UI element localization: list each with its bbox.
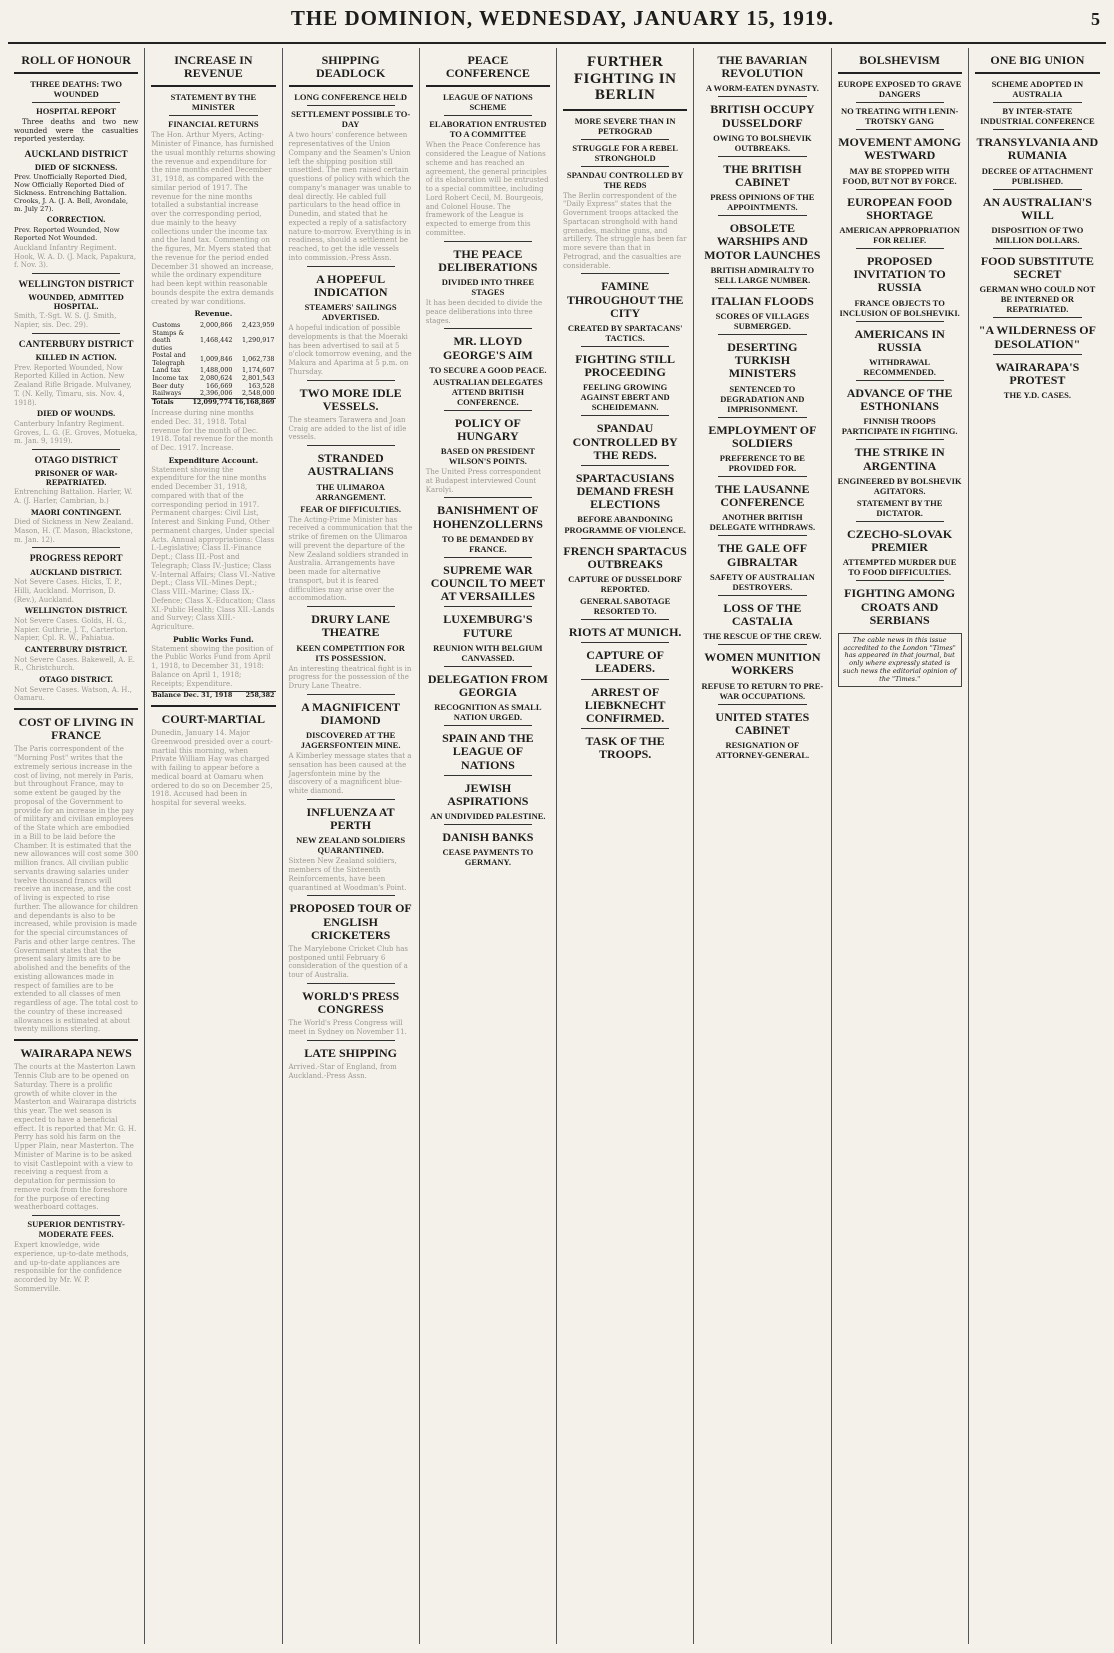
balance-label: Balance Dec. 31, 1918 [151, 692, 241, 700]
revenue-row: Stamps & death duties 1,468,442 1,290,917 [152, 328, 275, 352]
canterbury-district-heading: CANTERBURY DISTRICT [18, 339, 134, 350]
column-5: FURTHER FIGHTING IN BERLIN MORE SEVERE THAN IN PETROGRAD STRUGGLE FOR A REBEL STRONGHOLD SPANDAU CONTROLLED BY THE REDS The Berlin correspondent of the "Daily Express" states that the Government troops attacked the Spartacan stronghold with hand grenades, machine guns, and artillery. The struggle has been far more severe than that in Petrograd, and the casualties are considerable. FAMINE THROUGHOUT THE CITY CREATED BY SPARTACANS' TACTICS. FIGHTING STILL PROCEEDING FEELING GROWING AGAINST EBERT AND SCHEIDEMANN. SPANDAU CONTROLLED BY THE REDS. SPARTACUSIANS DEMAND FRESH ELECTIONS BEFORE ABANDONING PROGRAMME OF VIOLENCE. FRENCH SPARTACUS OUTBREAKS CAPTURE OF DUSSELDORF REPORTED. GENERAL SABOTAGE RESORTED TO. RIOTS AT MUNICH. CAPTURE OF LEADERS. ARREST OF LIEBKNECHT CONFIRMED. TASK OF THE TROOPS. [557, 48, 694, 1644]
revenue-total-row: Totals 12,099,774 16,168,869 [152, 397, 275, 406]
otago-district-heading: OTAGO DISTRICT [34, 456, 118, 467]
wellington-district-heading: WELLINGTON DISTRICT [18, 280, 134, 291]
revenue-row: Land tax 1,488,000 1,174,607 [152, 366, 275, 375]
column-8: ONE BIG UNION SCHEME ADOPTED IN AUSTRALIA BY INTER-STATE INDUSTRIAL CONFERENCE TRANSYLVANIA AND RUMANIA DECREE OF ATTACHMENT PUBLISHED. AN AUSTRALIAN'S WILL DISPOSITION OF TWO MILLION DOLLARS. FOOD SUBSTITUTE SECRET GERMAN WHO COULD NOT BE INTERNED OR REPATRIATED. "A WILDERNESS OF DESOLATION" WAIRARAPA'S PROTEST THE Y.D. CASES. [976, 53, 1099, 401]
court-martial-heading: COURT-MARTIAL [161, 711, 266, 726]
columns [8, 48, 1106, 1644]
hospital-report-heading: HOSPITAL REPORT [36, 106, 117, 117]
column-4: PEACE CONFERENCE LEAGUE OF NATIONS SCHEME ELABORATION ENTRUSTED TO A COMMITTEE When the Peace Conference has considered the League of Nations scheme and has reached an agreement, the general principles of its elaboration will be entrusted to a special committee, including Lord Robert Cecil, M. Bourgeois, and Colonel House. The framework of the League is expected to emerge from this committee. THE PEACE DELIBERATIONS DIVIDED INTO THREE STAGES It has been decided to divide the peace deliberations into three stages. MR. LLOYD GEORGE'S AIM TO SECURE A GOOD PEACE. AUSTRALIAN DELEGATES ATTEND BRITISH CONFERENCE. POLICY OF HUNGARY BASED ON PRESIDENT WILSON'S POINTS. The United Press correspondent at Budapest interviewed Count Karolyi. BANISHMENT OF HOHENZOLLERNS TO BE DEMANDED BY FRANCE. SUPREME WAR COUNCIL TO MEET AT VERSAILLES LUXEMBURG'S FUTURE REUNION WITH BELGIUM CANVASSED. DELEGATION FROM GEORGIA RECOGNITION AS SMALL NATION URGED. SPAIN AND THE LEAGUE OF NATIONS JEWISH ASPIRATIONS AN UNDIVIDED PALESTINE. DANISH BANKS CEASE PAYMENTS TO GERMANY. [420, 48, 557, 1644]
times-footnote: The cable news in this issue accredited to the London "Times" has appeared in that journal, but only where expressly stated is such news the editorial opinion of the "Times." [838, 633, 962, 688]
cost-of-living-heading: COST OF LIVING IN FRANCE [18, 715, 134, 743]
increase-in-revenue-heading: INCREASE IN REVENUE [174, 53, 253, 81]
column-3: SHIPPING DEADLOCK LONG CONFERENCE HELD SETTLEMENT POSSIBLE TO-DAY A two hours' conference between representatives of the Union Company and the Seamen's Union left the shipping position still unsettled. The men raised certain questions of policy with which the company's manager was unable to deal directly. He cabled full particulars to the head office in Dunedin, and stated that he expected a reply of a satisfactory nature to-morrow. Everything is in readiness, should a settlement be reached, to get the idle vessels into commission.-Press Assn. A HOPEFUL INDICATION STEAMERS' SAILINGS ADVERTISED. A hopeful indication of possible developments is that the Moeraki has been advertised to sail at 5 o'clock tomorrow evening, and the Makura and Aparima at 5 p.m. on Thursday. TWO MORE IDLE VESSELS. The steamers Tarawera and Joan Craig are added to the list of idle vessels. STRANDED AUSTRALIANS THE ULIMAROA ARRANGEMENT. FEAR OF DIFFICULTIES. The Acting-Prime Minister has received a communication that the strike of firemen on the Ulimaroa will prevent the departure of the New Zealand soldiers stranded in Australia. Arrangements have been made for alternative transport, but it is feared difficulties may arise over the accommodation. DRURY LANE THEATRE KEEN COMPETITION FOR ITS POSSESSION. An interesting theatrical fight is in progress for the possession of the Drury Lane Theatre. A MAGNIFICENT DIAMOND DISCOVERED AT THE JAGERSFONTEIN MINE. A Kimberley message states that a sensation has been caused at the Jagersfontein mine by the discovery of a magnificent blue-white diamond. INFLUENZA AT PERTH NEW ZEALAND SOLDIERS QUARANTINED. Sixteen New Zealand soldiers, members of the Sixteenth Reinforcements, have been quarantined at Woodman's Point. PROPOSED TOUR OF ENGLISH CRICKETERS The Marylebone Cricket Club has postponed until February 6 consideration of the question of a tour of Australia. WORLD'S PRESS CONGRESS The World's Press Congress will meet in Sydney on November 11. LATE SHIPPING Arrived.-Star of England, from Auckland.-Press Assn. [283, 48, 420, 1644]
column-2: INCREASE IN REVENUE STATEMENT BY THE MINISTER FINANCIAL RETURNS The Hon. Arthur Myers, Acting-Minister of Finance, has furnished the usual monthly returns showing the revenue and expenditure for the nine months ended December 31, 1918, as compared with the similar period of 1917. The revenue for the nine months totalled a substantial increase over the corresponding period, due mainly to the heavy collections under the income tax and the land tax. Commenting on the figures, Mr. Myers stated that the revenue for the period ended December 31 showed an increase, while the ordinary expenditure had been kept within reasonable bounds despite the extra demands created by war conditions. Revenue. Customs 2,000,866 2,423,959 Stamps & death duties 1,468,442 1,290,917 Postal and Telegraph 1,009,846 1,062,738 Land tax 1,488,000 1,174,607 Income tax 2,080,624 2,801,543 Beer duty 166,669 163,528 Railways 2,396,006 2,548,000 Totals 12,099,774 16,168,869 Increase during nine months ended Dec. 31, 1918. Total revenue for the month of Dec. 1918. Total revenue for the month of Dec. 1917. Increase. Expenditure Account. Statement showing the expenditure for the nine months ended December 31, 1918, compared with that of the corresponding period in 1917. Permanent charges: Civil List, Interest and Sinking Fund, Other permanent charges, Under special Acts. Annual appropriations: Class I.-Legislative; Class II.-Finance Dept.; Class III.-Post and Telegraph; Class IV.-Justice; Class V.-Internal Affairs; Class VI.-Native Dept.; Class VII.-Mines Dept.; Class VIII.-Marine; Class IX.-Defence; Class X.-Education; Class XI.-Public Health; Class XII.-Lands and Survey; Class XIII.-Agriculture. Public Works Fund. Statement showing the position of the Public Works Fund from April 1, 1918, to December 31, 1918: Balance on April 1, 1918; Receipts; Expenditure. Balance Dec. 31, 1918 258,382 COURT-MARTIAL Dunedin, January 14. Major Greenwood presided over a court-martial this morning, when Private William Hay was charged with failing to appear before a medical board at Oamaru when ordered to do so on December 25, 1918. Accused had been in hospital for several weeks. [145, 48, 282, 1644]
revenue-row: Postal and Telegraph 1,009,846 1,062,738 [152, 351, 275, 367]
page-number: 5 [1090, 9, 1100, 29]
column-6: THE BAVARIAN REVOLUTION A WORM-EATEN DYNASTY. BRITISH OCCUPY DUSSELDORF OWING TO BOLSHEVIK OUTBREAKS. THE BRITISH CABINET PRESS OPINIONS OF THE APPOINTMENTS. OBSOLETE WARSHIPS AND MOTOR LAUNCHES BRITISH ADMIRALTY TO SELL LARGE NUMBER. ITALIAN FLOODS SCORES OF VILLAGES SUBMERGED. DESERTING TURKISH MINISTERS SENTENCED TO DEGRADATION AND IMPRISONMENT. EMPLOYMENT OF SOLDIERS PREFERENCE TO BE PROVIDED FOR. THE LAUSANNE CONFERENCE ANOTHER BRITISH DELEGATE WITHDRAWS. THE GALE OFF GIBRALTAR SAFETY OF AUSTRALIAN DESTROYERS. LOSS OF THE CASTALIA THE RESCUE OF THE CREW. WOMEN MUNITION WORKERS REFUSE TO RETURN TO PRE-WAR OCCUPATIONS. UNITED STATES CABINET RESIGNATION OF ATTORNEY-GENERAL. [694, 48, 831, 1644]
column-1: ROLL OF HONOUR THREE DEATHS: TWO WOUNDED HOSPITAL REPORT Three deaths and two new wounded were the casualties reported yesterday. AUCKLAND DISTRICT DIED OF SICKNESS. Prev. Unofficially Reported Died, Now Officially Reported Died of Sickness. Entrenching Battalion. Crooks, J. A. (J. A. Bell, Avondale, m. July 27). CORRECTION. Prev. Reported Wounded, Now Reported Not Wounded. Auckland Infantry Regiment. Hook, W. A. D. (J. Mack, Papakura, f. Nov. 3). WELLINGTON DISTRICT WOUNDED, ADMITTED HOSPITAL. Smith, T.-Sgt. W. S. (J. Smith, Napier, sis. Dec. 29). CANTERBURY DISTRICT KILLED IN ACTION. Prev. Reported Wounded, Now Reported Killed in Action. New Zealand Rifle Brigade. Mulvaney, T. (N. Kelly, Timaru, sis. Nov. 4, 1918). DIED OF WOUNDS. Canterbury Infantry Regiment. Groves, L. G. (E. Groves, Motueka, m. Jan. 9, 1919). OTAGO DISTRICT PRISONER OF WAR-REPATRIATED. Entrenching Battalion. Harler, W. A. (J. Harler, Cambrian, b.) MAORI CONTINGENT. Died of Sickness in New Zealand. Mason, H. (T. Mason, Blackstone, m. Jan. 12). PROGRESS REPORT AUCKLAND DISTRICT. Not Severe Cases. Hicks, T. P., Hilli, Auckland. Morrison, D. (Rev.), Auckland. WELLINGTON DISTRICT. Not Severe Cases. Golds, H. G., Napier. Guthrie, J. T., Carterton. Napier, Cpl. R. W., Pahiatua. CANTERBURY DISTRICT. Not Severe Cases. Bakewell, A. E. R., Christchurch. OTAGO DISTRICT. Not Severe Cases. Watson, A. H., Oamaru. COST OF LIVING IN FRANCE The Paris correspondent of the "Morning Post" writes that the extremely serious increase in the cost of living, not merely in Paris, but throughout France, may to some extent be gauged by the proposal of the Government to provide for an increase in the pay of military and civilian employees of the State which are embodied in a Bill to be laid before the Chamber. It is estimated that the new allowances will cost some 300 million francs. All civilian public servants drawing salaries under twelve thousand francs will receive an increase, and the cost of living is expected to rise further. The allowance for children and dependants is also to be increased, while provision is made for the special circumstances of Paris and other large centres. The Government states that the present salary limits are to be abolished and the benefits of the existing allowances made in respect of families are to be extended to all classes of men regardless of age. The total cost to the country of these increased allowances is estimated at about twenty millions sterling. WAIRARAPA NEWS The courts at the Masterton Lawn Tennis Club are to be opened on Saturday. There is a prolific growth of white clover in the Masterton and Wairarapa districts this year. The wet season is expected to have a beneficial effect. It is reported that Mr. G. H. Perry has sold his farm on the Upper Plain, near Masterton. The Minister of Marine is to be asked to visit Castlepoint with a view to receiving a request from a deputation for permission to remove rock from the foreshore for the purpose of erecting weatherboard cottages. SUPERIOR DENTISTRY-MODERATE FEES. Expert knowledge, wide experience, up-to-date methods, and up-to-date appliances are responsible for the confidence accorded by Mr. W. P. Sommerville. [8, 48, 145, 1644]
peace-conference-heading: PEACE CONFERENCE [445, 53, 530, 81]
balance-value: 258,382 [241, 692, 275, 700]
shipping-deadlock-heading: SHIPPING DEADLOCK [315, 53, 386, 81]
expenditure-title: Expenditure Account. [168, 455, 259, 465]
revenue-table-title: Revenue. [194, 309, 233, 319]
revenue-row: Customs 2,000,866 2,423,959 [152, 321, 275, 330]
roll-intro: Three deaths and two new wounded were the casualties reported yesterday. [14, 117, 139, 144]
revenue-table [151, 322, 275, 406]
auckland-district-heading: AUCKLAND DISTRICT [24, 149, 128, 160]
public-works-title: Public Works Fund. [172, 634, 254, 644]
progress-report-heading: PROGRESS REPORT [29, 554, 123, 565]
berlin-fighting-heading: FURTHER FIGHTING IN BERLIN [573, 54, 677, 103]
revenue-row: Beer duty 166,669 163,528 [152, 381, 275, 390]
bolshevism-heading: BOLSHEVISM [859, 53, 940, 67]
nameplate: THE DOMINION, WEDNESDAY, JANUARY 15, 1919. [290, 6, 835, 30]
revenue-row: Income tax 2,080,624 2,801,543 [152, 373, 275, 382]
column-7: BOLSHEVISM EUROPE EXPOSED TO GRAVE DANGERS NO TREATING WITH LENIN-TROTSKY GANG MOVEMENT AMONG WESTWARD MAY BE STOPPED WITH FOOD, BUT NOT BY FORCE. EUROPEAN FOOD SHORTAGE AMERICAN APPROPRIATION FOR RELIEF. PROPOSED INVITATION TO RUSSIA FRANCE OBJECTS TO INCLUSION OF BOLSHEVIKI. AMERICANS IN RUSSIA WITHDRAWAL RECOMMENDED. ADVANCE OF THE ESTHONIANS FINNISH TROOPS PARTICIPATE IN FIGHTING. THE STRIKE IN ARGENTINA ENGINEERED BY BOLSHEVIK AGITATORS. STATEMENT BY THE DICTATOR. CZECHO-SLOVAK PREMIER ATTEMPTED MURDER DUE TO FOOD DIFFICULTIES. FIGHTING AMONG CROATS AND SERBIANS The cable news in this issue accredited to the London "Times" has appeared in that journal, but only where expressly stated is such news the editorial opinion of the "Times." [832, 48, 969, 1644]
masthead [8, 6, 1106, 44]
roll-of-honour-heading: ROLL OF HONOUR [21, 53, 131, 67]
one-big-union-heading: ONE BIG UNION [990, 53, 1085, 67]
superior-dentistry-heading: SUPERIOR DENTISTRY-MODERATE FEES. [27, 1219, 125, 1240]
wairarapa-news-heading: WAIRARAPA NEWS [20, 1046, 132, 1061]
revenue-row: Railways 2,396,006 2,548,000 [152, 389, 275, 398]
roll-sub-heading: THREE DEATHS: TWO WOUNDED [30, 79, 123, 100]
